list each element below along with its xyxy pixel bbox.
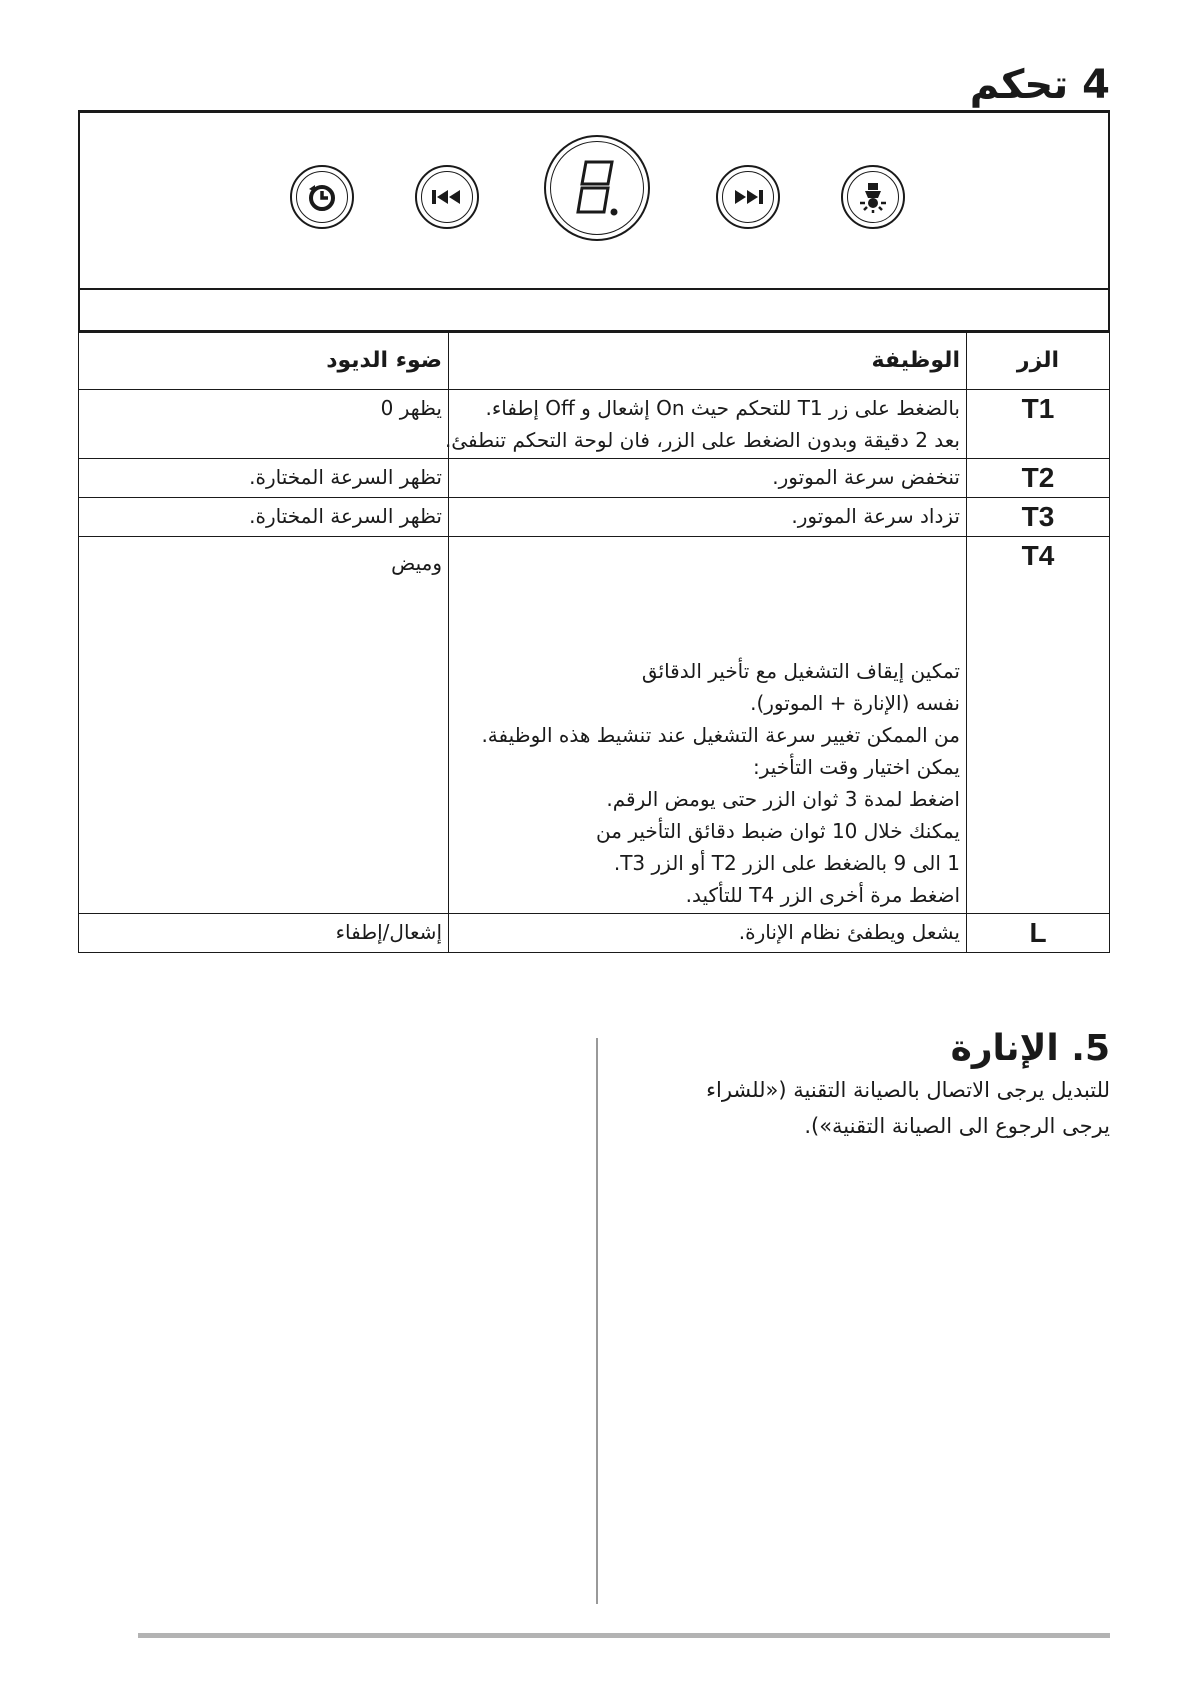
timer-icon bbox=[306, 181, 338, 213]
function-line: من الممكن تغيير سرعة التشغيل عند تنشيط هذه الوظيفة. bbox=[481, 723, 960, 747]
row-led: تظهر السرعة المختارة. bbox=[79, 459, 449, 498]
table-header-row bbox=[79, 333, 1110, 390]
table-row bbox=[79, 498, 1110, 537]
row-key: T1 bbox=[967, 390, 1110, 459]
table-row bbox=[79, 390, 1110, 459]
function-line: بالضغط على زر T1 للتحكم حيث On إشعال و Off إطفاء. bbox=[485, 396, 960, 420]
row-key: T2 bbox=[967, 459, 1110, 498]
row-key: T3 bbox=[967, 498, 1110, 537]
function-line: تزداد سرعة الموتور. bbox=[791, 504, 960, 528]
row-function bbox=[449, 459, 967, 498]
header-key: الزر bbox=[967, 333, 1110, 390]
function-line: بعد 2 دقيقة وبدون الضغط على الزر، فان لوحة التحكم تنطفئ. bbox=[444, 428, 960, 452]
function-line: تنخفض سرعة الموتور. bbox=[772, 465, 960, 489]
control-functions-table bbox=[78, 332, 1110, 953]
control-panel-illustration bbox=[78, 110, 1110, 290]
section-5-line: يرجى الرجوع الى الصيانة التقنية»). bbox=[804, 1114, 1110, 1138]
timer-button[interactable] bbox=[290, 165, 354, 229]
header-led: ضوء الديود bbox=[79, 333, 449, 390]
table-row bbox=[79, 914, 1110, 953]
section-5-line: للتبديل يرجى الاتصال بالصيانة التقنية («للشراء bbox=[706, 1078, 1110, 1102]
row-function bbox=[449, 498, 967, 537]
function-line: نفسه (الإنارة + الموتور). bbox=[750, 691, 960, 715]
row-function bbox=[449, 914, 967, 953]
footer-rule bbox=[138, 1633, 1110, 1638]
speed-up-button[interactable] bbox=[716, 165, 780, 229]
panel-caption-row bbox=[78, 288, 1110, 332]
table-row bbox=[79, 537, 1110, 914]
row-key: L bbox=[967, 914, 1110, 953]
row-led: يظهر 0 bbox=[79, 390, 449, 459]
section-5-title: 5. الإنارة bbox=[950, 1028, 1110, 1069]
fast-forward-icon bbox=[731, 187, 765, 207]
page-title: 4 تحكم bbox=[969, 62, 1110, 108]
function-line: يمكنك خلال 10 ثوان ضبط دقائق التأخير من bbox=[596, 819, 960, 843]
rewind-icon bbox=[430, 187, 464, 207]
row-led: إشعال/إطفاء bbox=[79, 914, 449, 953]
function-line: اضغط مرة أخرى الزر T4 للتأكيد. bbox=[685, 883, 960, 907]
function-line: يشعل ويطفئ نظام الإنارة. bbox=[738, 920, 960, 944]
section-5-body bbox=[610, 1072, 1110, 1144]
column-divider bbox=[596, 1038, 598, 1604]
function-line: يمكن اختيار وقت التأخير: bbox=[752, 755, 960, 779]
table-row bbox=[79, 459, 1110, 498]
function-line: 1 الى 9 بالضغط على الزر T2 أو الزر T3. bbox=[613, 851, 960, 875]
row-function bbox=[449, 537, 967, 914]
row-function bbox=[444, 390, 967, 459]
header-function: الوظيفة bbox=[449, 333, 967, 390]
seven-segment-digit-icon bbox=[572, 156, 622, 220]
row-key: T4 bbox=[967, 537, 1110, 914]
light-icon bbox=[856, 180, 890, 214]
function-line: اضغط لمدة 3 ثوان الزر حتى يومض الرقم. bbox=[606, 787, 960, 811]
function-line: تمكين إيقاف التشغيل مع تأخير الدقائق bbox=[641, 659, 960, 683]
row-led: تظهر السرعة المختارة. bbox=[79, 498, 449, 537]
seven-segment-display bbox=[544, 135, 650, 241]
speed-down-button[interactable] bbox=[415, 165, 479, 229]
light-button[interactable] bbox=[841, 165, 905, 229]
row-led: وميض bbox=[79, 537, 449, 914]
